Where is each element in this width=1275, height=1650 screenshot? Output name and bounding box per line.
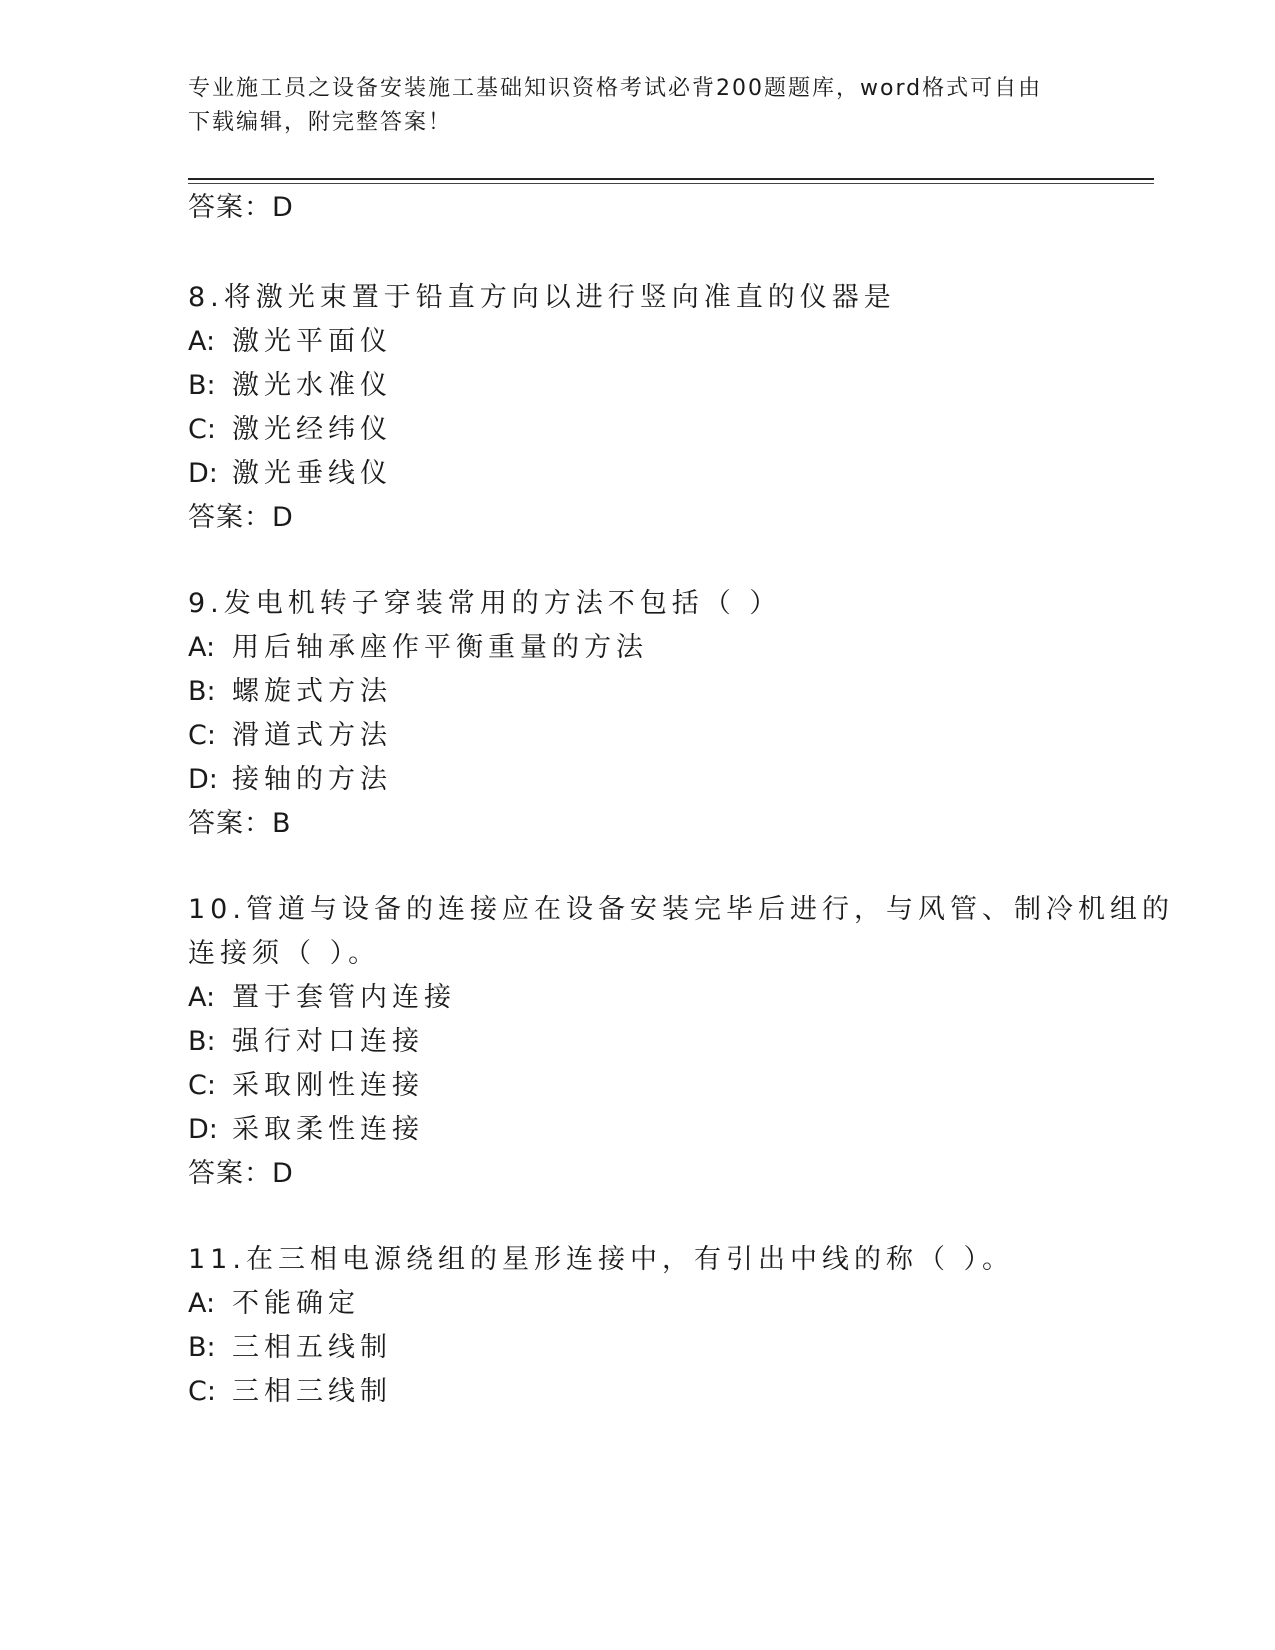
option-text: 螺旋式方法	[232, 676, 392, 707]
question-8-option-a	[188, 324, 392, 360]
option-label: B:	[188, 1026, 216, 1057]
option-text: 三相三线制	[232, 1376, 392, 1407]
option-label: A:	[188, 632, 216, 663]
option-text: 采取柔性连接	[232, 1114, 424, 1145]
option-label: A:	[188, 1288, 216, 1319]
option-text: 置于套管内连接	[232, 982, 456, 1013]
question-10-option-a	[188, 980, 456, 1016]
question-8-option-c	[188, 412, 392, 448]
document-header	[188, 72, 1088, 140]
option-label: A:	[188, 982, 216, 1013]
option-label: D:	[188, 458, 218, 489]
option-text: 接轴的方法	[232, 764, 392, 795]
option-text: 强行对口连接	[232, 1026, 424, 1057]
question-11-option-c	[188, 1374, 392, 1410]
question-9-option-c	[188, 718, 392, 754]
question-10-option-d	[188, 1112, 424, 1148]
option-label: D:	[188, 764, 218, 795]
question-9-option-b	[188, 674, 392, 710]
question-10-stem-line-1: 10.管道与设备的连接应在设备安装完毕后进行，与风管、制冷机组的	[188, 894, 1174, 925]
header-divider-thin	[188, 183, 1154, 184]
option-label: B:	[188, 370, 216, 401]
option-label: A:	[188, 326, 216, 357]
question-11-stem: 11.在三相电源绕组的星形连接中，有引出中线的称（ ）。	[188, 1244, 1015, 1275]
question-9-answer: 答案：B	[188, 808, 292, 839]
question-11-option-a	[188, 1286, 360, 1322]
question-8-option-d	[188, 456, 392, 492]
option-text: 三相五线制	[232, 1332, 392, 1363]
option-text: 采取刚性连接	[232, 1070, 424, 1101]
option-text: 激光垂线仪	[232, 458, 392, 489]
question-8-option-b	[188, 368, 392, 404]
option-label: C:	[188, 1070, 216, 1101]
option-label: C:	[188, 720, 216, 751]
option-text: 激光平面仪	[232, 326, 392, 357]
option-text: 滑道式方法	[232, 720, 392, 751]
question-10-option-b	[188, 1024, 424, 1060]
question-9-stem: 9.发电机转子穿装常用的方法不包括（ ）	[188, 588, 782, 619]
option-label: B:	[188, 1332, 216, 1363]
question-10-option-c	[188, 1068, 424, 1104]
question-9-option-a	[188, 630, 648, 666]
option-text: 激光水准仪	[232, 370, 392, 401]
option-text: 激光经纬仪	[232, 414, 392, 445]
previous-answer: 答案：D	[188, 192, 294, 223]
header-line-2: 下载编辑，附完整答案！	[188, 110, 453, 135]
option-label: C:	[188, 1376, 216, 1407]
question-11-option-b	[188, 1330, 392, 1366]
question-10-answer: 答案：D	[188, 1158, 294, 1189]
header-divider-thick	[188, 178, 1154, 180]
option-text: 用后轴承座作平衡重量的方法	[232, 632, 648, 663]
option-text: 不能确定	[232, 1288, 360, 1319]
question-8-stem: 8.将激光束置于铅直方向以进行竖向准直的仪器是	[188, 282, 896, 313]
question-10-stem-line-2: 连接须（ ）。	[188, 938, 381, 969]
option-label: B:	[188, 676, 216, 707]
option-label: C:	[188, 414, 216, 445]
question-8-answer: 答案：D	[188, 502, 294, 533]
question-9-option-d	[188, 762, 392, 798]
header-line-1: 专业施工员之设备安装施工基础知识资格考试必背200题题库，word格式可自由	[188, 76, 1043, 101]
option-label: D:	[188, 1114, 218, 1145]
